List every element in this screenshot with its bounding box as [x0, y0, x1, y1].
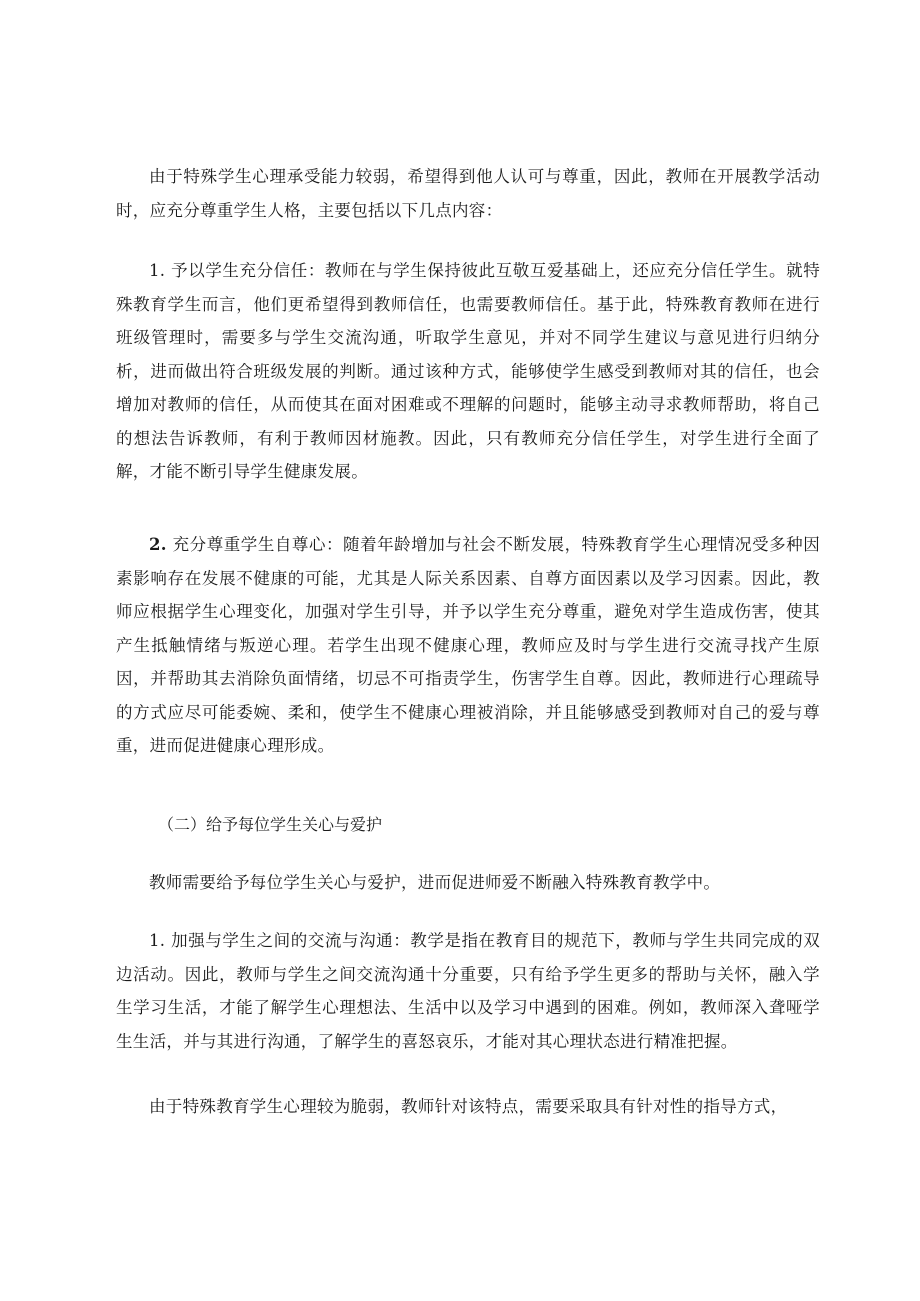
paragraph-intro: 由于特殊学生心理承受能力较弱，希望得到他人认可与尊重，因此，教师在开展教学活动时，应充分尊重学生人格，主要包括以下几点内容：: [116, 167, 820, 220]
paragraph-respect-self-esteem: [116, 528, 820, 763]
paragraph-communication: 1. 加强与学生之间的交流与沟通：教学是指在教育目的规范下，教师与学生共同完成的双边活动。因此，教师与学生之间交流沟通十分重要，只有给予学生更多的帮助与关怀，融入学生学习生活，才能了解学生心理想法、生活中以及学习中遇到的困难。例如，教师深入聋哑学生生活，并与其进行沟通，了解学生的喜怒哀乐，才能对其心理状态进行精准把握。: [116, 931, 820, 1051]
paragraph-care-and-love: 教师需要给予每位学生关心与爱护，进而促进师爱不断融入特殊教育教学中。: [149, 873, 721, 892]
paragraph-number: 2.: [149, 535, 167, 554]
paragraph-guidance: 由于特殊教育学生心理较为脆弱，教师针对该特点，需要采取具有针对性的指导方式，: [149, 1097, 788, 1116]
paragraph-body: 充分尊重学生自尊心：随着年龄增加与社会不断发展，特殊教育学生心理情况受多种因素影响存在发展不健康的可能，尤其是人际关系因素、自尊方面因素以及学习因素。因此，教师应根据学生心理变化，加强对学生引导，并予以学生充分尊重，避免对学生造成伤害，使其产生抵触情绪与叛逆心理。若学生出现不健康心理，教师应及时与学生进行交流寻找产生原因，并帮助其去消除负面情绪，切忌不可指责学生，伤害学生自尊。因此，教师进行心理疏导的方式应尽可能委婉、柔和，使学生不健康心理被消除，并且能够感受到教师对自己的爱与尊重，进而促进健康心理形成。: [116, 535, 820, 755]
paragraph-trust-students: 1. 予以学生充分信任：教师在与学生保持彼此互敬互爱基础上，还应充分信任学生。就特殊教育学生而言，他们更希望得到教师信任，也需要教师信任。基于此，特殊教育教师在进行班级管理时，需要多与学生交流沟通，听取学生意见，并对不同学生建议与意见进行归纳分析，进而做出符合班级发展的判断。通过该种方式，能够使学生感受到教师对其的信任，也会增加对教师的信任，从而使其在面对困难或不理解的问题时，能够主动寻求教师帮助，将自己的想法告诉教师，有利于教师因材施教。因此，只有教师充分信任学生，对学生进行全面了解，才能不断引导学生健康发展。: [116, 261, 820, 481]
section-heading: （二）给予每位学生关心与爱护: [158, 815, 383, 834]
